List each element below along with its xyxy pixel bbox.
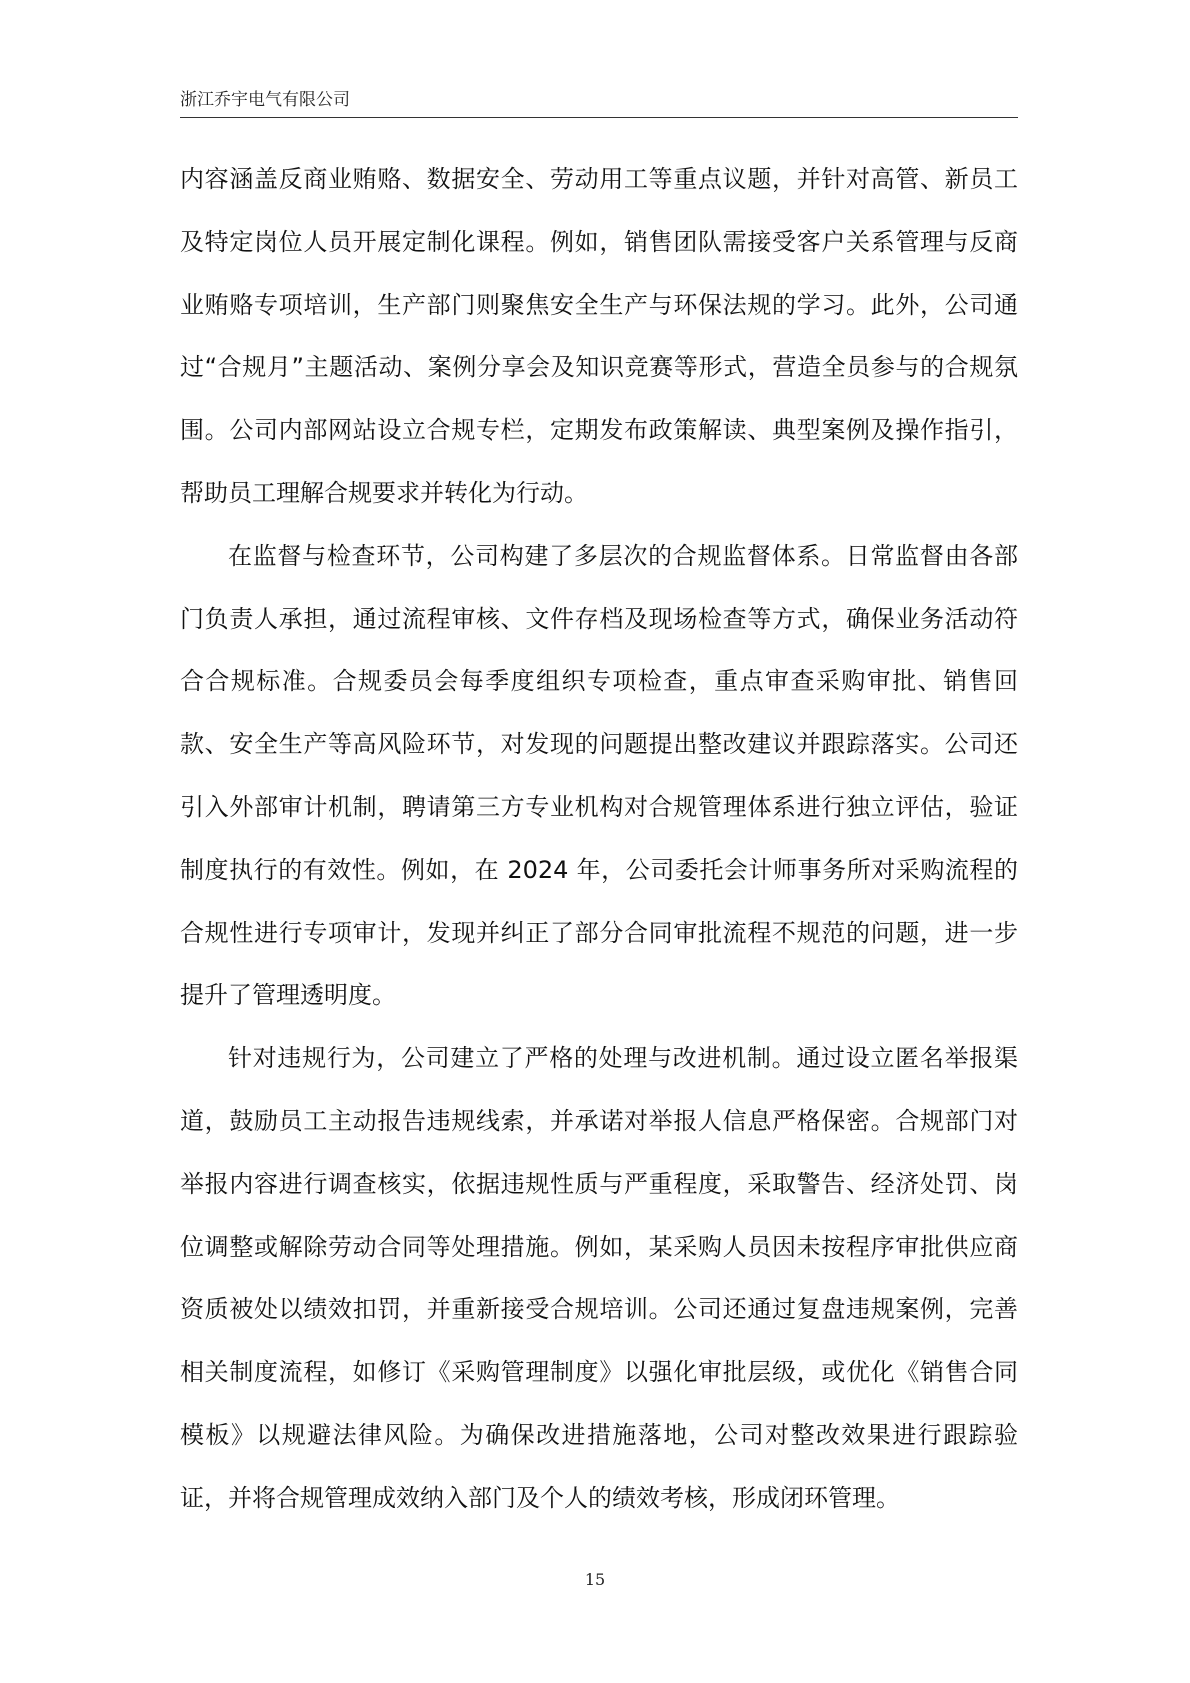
page-header-company: 浙江乔宇电气有限公司 bbox=[180, 90, 350, 110]
page-number: 15 bbox=[584, 1570, 606, 1589]
paragraph-2: 在监督与检查环节，公司构建了多层次的合规监督体系。日常监督由各部门负责人承担，通过流程审核、文件存档及现场检查等方式，确保业务活动符合合规标准。合规委员会每季度组织专项检查，重点审查采购审批、销售回款、安全生产等高风险环节，对发现的问题提出整改建议并跟踪落实。公司还引入外部审计机制，聘请第三方专业机构对合规管理体系进行独立评估，验证制度执行的有效性。例如，在 2024 年，公司委托会计师事务所对采购流程的合规性进行专项审计，发现并纠正了部分合同审批流程不规范的问题，进一步提升了管理透明度。 bbox=[180, 541, 1018, 1010]
paragraph-3: 针对违规行为，公司建立了严格的处理与改进机制。通过设立匿名举报渠道，鼓励员工主动报告违规线索，并承诺对举报人信息严格保密。合规部门对举报内容进行调查核实，依据违规性质与严重程度，采取警告、经济处罚、岗位调整或解除劳动合同等处理措施。例如，某采购人员因未按程序审批供应商资质被处以绩效扣罚，并重新接受合规培训。公司还通过复盘违规案例，完善相关制度流程，如修订《采购管理制度》以强化审批层级，或优化《销售合同模板》以规避法律风险。为确保改进措施落地，公司对整改效果进行跟踪验证，并将合规管理成效纳入部门及个人的绩效考核，形成闭环管理。 bbox=[180, 1044, 1018, 1512]
body-text bbox=[180, 148, 1018, 1530]
paragraph-1: 内容涵盖反商业贿赂、数据安全、劳动用工等重点议题，并针对高管、新员工及特定岗位人员开展定制化课程。例如，销售团队需接受客户关系管理与反商业贿赂专项培训，生产部门则聚焦安全生产与环保法规的学习。此外，公司通过“合规月”主题活动、案例分享会及知识竞赛等形式，营造全员参与的合规氛围。公司内部网站设立合规专栏，定期发布政策解读、典型案例及操作指引，帮助员工理解合规要求并转化为行动。 bbox=[180, 165, 1018, 507]
header-divider bbox=[180, 117, 1018, 118]
